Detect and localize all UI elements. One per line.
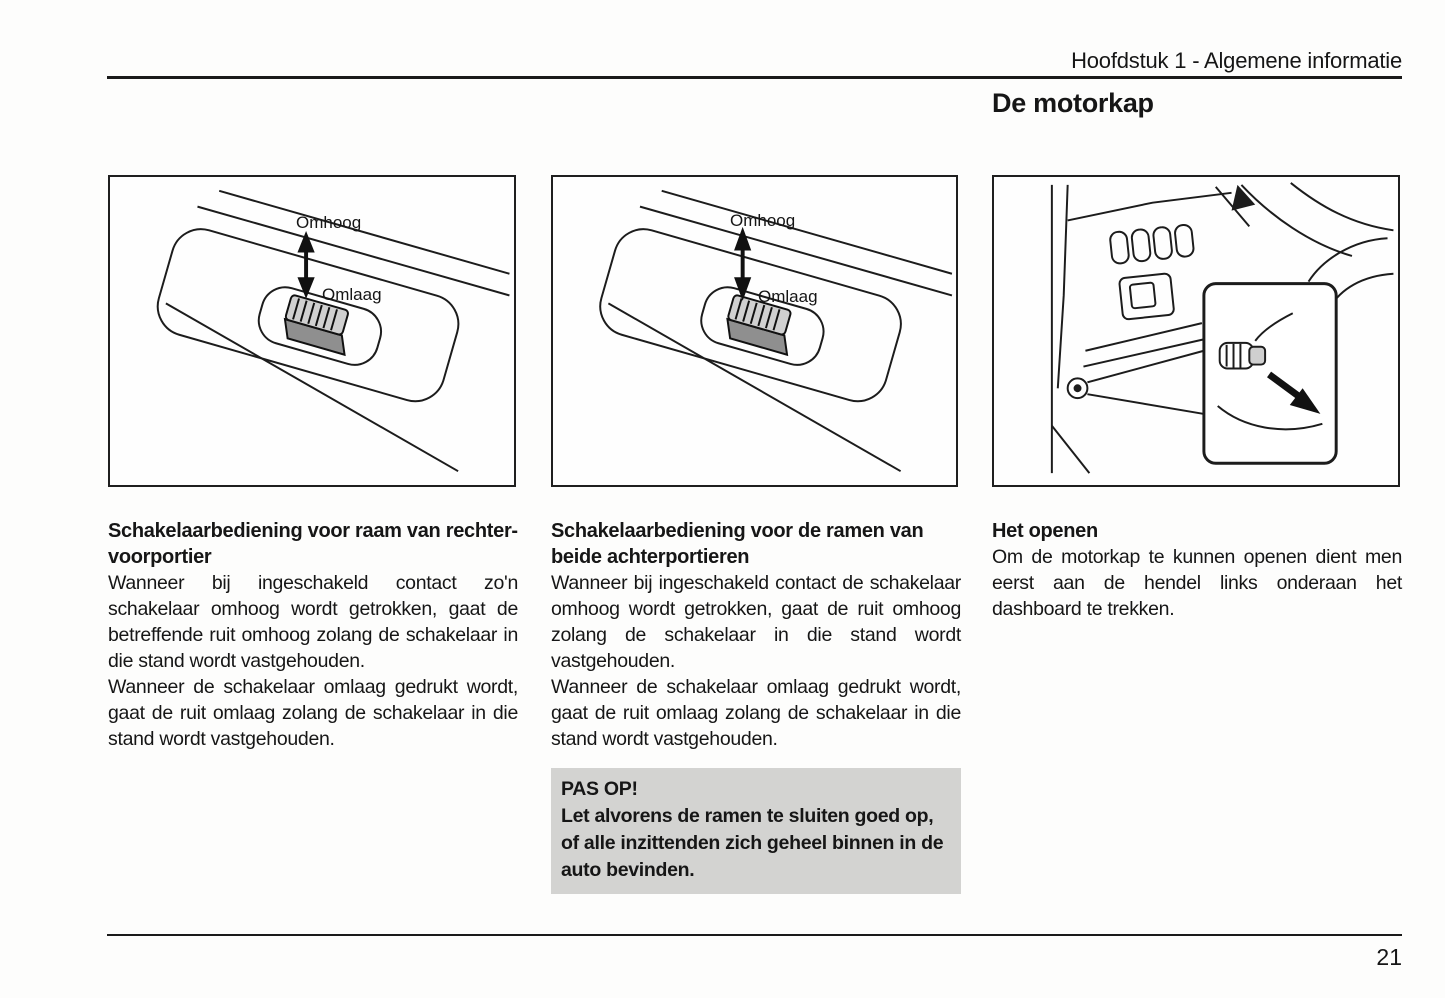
hood-release-drawing <box>994 177 1398 485</box>
section-paragraph: Wanneer de schakelaar omlaag gedrukt wordt, gaat de ruit omlaag zolang de schakelaar in die stand wordt vastgehouden. <box>108 676 518 750</box>
figure-rear-window-switch <box>551 175 958 487</box>
warning-box <box>551 768 961 894</box>
footer-rule <box>107 934 1402 936</box>
warning-text: Let alvorens de ramen te sluiten goed op, of alle inzittenden zich geheel binnen in de auto bevinden. <box>561 805 944 881</box>
label-omlaag-front: Omlaag <box>322 285 382 304</box>
section-hood-open <box>992 518 1402 622</box>
section-paragraph: Wanneer bij ingeschakeld contact zo'n schakelaar omhoog wordt getrokken, gaat de betreffende ruit omhoog zolang de schakelaar in die stand wordt vastgehouden. <box>108 572 518 672</box>
section-front-window <box>108 518 518 752</box>
label-omlaag-rear: Omlaag <box>758 287 818 306</box>
label-omhoog-front: Omhoog <box>296 213 362 232</box>
section-heading: Schakelaarbediening voor de ramen van beide achterportieren <box>551 520 924 568</box>
figure-hood-release <box>992 175 1400 487</box>
section-rear-windows <box>551 518 961 894</box>
warning-title: PAS OP! <box>561 778 638 800</box>
section-heading: Het openen <box>992 520 1098 542</box>
label-omhoog-rear: Omhoog <box>730 211 796 230</box>
section-paragraph: Om de motorkap te kunnen openen dient men eerst aan de hendel links onderaan het dashboard te trekken. <box>992 546 1402 620</box>
section-heading: Schakelaarbediening voor raam van rechter-voorportier <box>108 520 518 568</box>
section-paragraph: Wanneer bij ingeschakeld contact de schakelaar omhoog wordt getrokken, gaat de ruit omhoog zolang de schakelaar in die stand wordt vastgehouden. <box>551 572 961 672</box>
page-number: 21 <box>1376 944 1402 970</box>
section-paragraph: Wanneer de schakelaar omlaag gedrukt wordt, gaat de ruit omlaag zolang de schakelaar in die stand wordt vastgehouden. <box>551 676 961 750</box>
chapter-header: Hoofdstuk 1 - Algemene informatie <box>1071 48 1402 73</box>
page-title: De motorkap <box>992 88 1154 118</box>
figure-front-window-switch <box>108 175 516 487</box>
up-down-arrow-icon <box>298 232 314 297</box>
header-rule <box>107 76 1402 79</box>
